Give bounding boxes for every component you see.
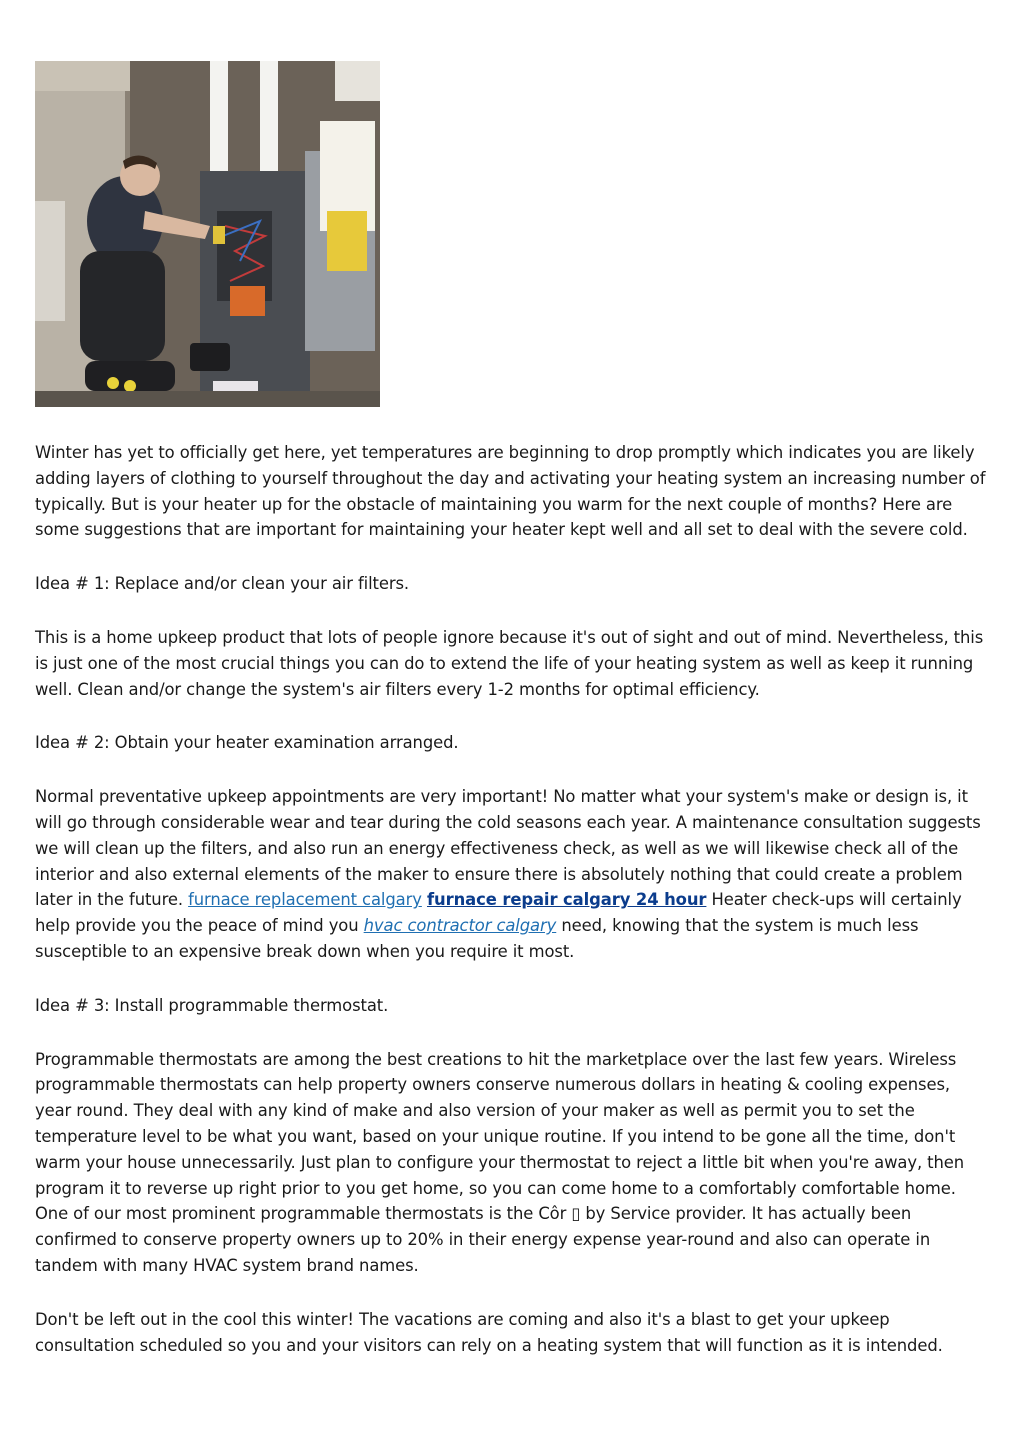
idea-1-heading: Idea # 1: Replace and/or clean your air filters.	[35, 574, 410, 594]
article	[35, 61, 990, 1386]
closing-paragraph: Don't be left out in the cool this winter! The vacations are coming and also it's a blast to get your upkeep consultation scheduled so you and your visitors can rely on a heating system that will function as it is intended.	[35, 1309, 943, 1355]
furnace-repair-link[interactable]: furnace repair calgary 24 hour	[426, 890, 707, 910]
idea-3-heading: Idea # 3: Install programmable thermostat.	[35, 995, 389, 1015]
furnace-technician-photo	[35, 61, 380, 407]
idea-1-body: This is a home upkeep product that lots of people ignore because it's out of sight and out of mind. Nevertheless, this is just one of the most crucial things you can do to extend the life of your heating system as well as keep it running well. Clean and/or change the system's air filters every 1-2 months for optimal efficiency.	[35, 627, 984, 699]
intro-paragraph: Winter has yet to officially get here, yet temperatures are beginning to drop promptly which indicates you are likely adding layers of clothing to yourself throughout the day and activating your heating system an increasing number of typically. But is your heater up for the obstacle of maintaining you warm for the next couple of months? Here are some suggestions that are important for maintaining your heater kept well and all set to deal with the severe cold.	[35, 443, 986, 540]
hvac-contractor-link[interactable]: hvac contractor calgary	[363, 916, 557, 936]
idea-2-body-text-b: Heater check-ups will certainly help provide you the peace of mind you	[35, 890, 962, 936]
idea-3-body: Programmable thermostats are among the best creations to hit the marketplace over the last few years. Wireless programmable thermostats can help property owners conserve numerous dollars in heating & cooling expenses, year round. They deal with any kind of make and also version of your maker as well as permit you to set the temperature level to be what you want, based on your unique routine. If you intend to be gone all the time, don't warm your house unnecessarily. Just plan to configure your thermostat to reject a little bit when you're away, then program it to reverse up right prior to you get home, so you can come home to a comfortably comfortable home. One of our most prominent programmable thermostats is the Côr ▯ by Service provider. It has actually been confirmed to conserve property owners up to 20% in their energy expense year-round and also can operate in tandem with many HVAC system brand names.	[35, 1049, 965, 1275]
idea-2-body-text-a: Normal preventative upkeep appointments are very important! No matter what your system's make or design is, it will go through considerable wear and tear during the cold seasons each year. A maintenance consultation suggests we will clean up the filters, and also run an energy effectiveness check, as well as we will likewise check all of the interior and also external elements of the maker to ensure there is absolutely nothing that could create a problem later in the future.	[35, 787, 981, 910]
idea-2-body-text-c: need, knowing that the system is much less susceptible to an expensive break down when you require it most.	[35, 916, 919, 961]
idea-2-heading: Idea # 2: Obtain your heater examination arranged.	[35, 733, 459, 753]
idea-2-body	[35, 784, 990, 965]
furnace-replacement-link[interactable]: furnace replacement calgary	[188, 890, 422, 910]
